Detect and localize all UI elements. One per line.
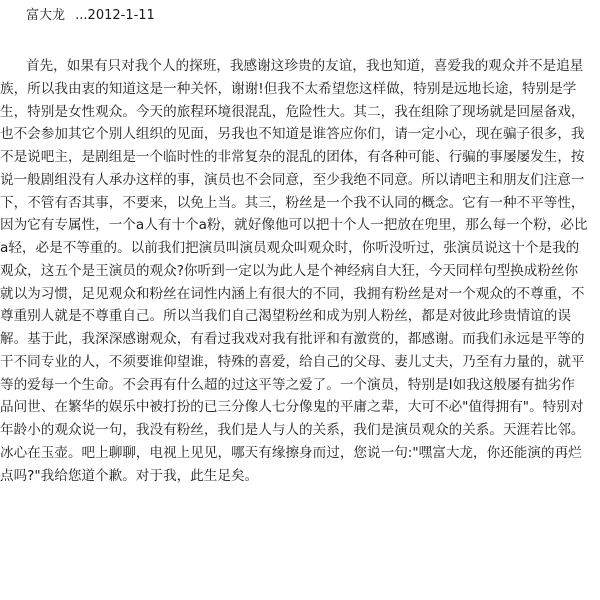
post-date: ...2012-1-11 bbox=[75, 8, 155, 23]
text-line: 就以为习惯，足见观众和粉丝在词性内涵上有很大的不同，我拥有粉丝是对一个观众的不尊重，不 bbox=[0, 285, 585, 302]
text-line: 尊重别人就是不尊重自己。所以当我们自己渴望粉丝和成为别人粉丝，都是对彼此珍贵情谊的误 bbox=[0, 308, 571, 325]
post-author: 富大龙 bbox=[26, 8, 66, 23]
text-line: 首先，如果有只对我个人的探班，我感谢这珍贵的友谊，我也知道，喜爱我的观众并不是追星 bbox=[26, 58, 584, 74]
text-line: 观众，这五个是王演员的观众?你听到一定以为此人是个神经病自大狂，今天同样句型换成粉丝你 bbox=[0, 262, 579, 279]
text-line: 不是说吧主，是剧组是一个临时性的非常复杂的混乱的团体，有各种可能、行骗的事屡屡发生，按 bbox=[0, 149, 585, 165]
post-body bbox=[0, 55, 600, 487]
text-line: 族，所以我由衷的知道这是一种关怀，谢谢!但我不太希望您这样做，特别是远地长途，特别是学 bbox=[0, 80, 577, 97]
text-line: 下，不管有否其事，不要来，以免上当。其三，粉丝是一个我不认同的概念。它有一种不平等性， bbox=[0, 194, 585, 211]
text-line: 点吗?"我给您道个歉。对于我，此生足矣。 bbox=[0, 467, 259, 484]
text-line: 冰心在玉壶。吧上聊聊，电视上见见，哪天有缘擦身而过，您说一句:"嘿富大龙，你还能演的再烂 bbox=[0, 444, 582, 461]
text-line: a轻，必是不等重的。以前我们把演员叫演员观众叫观众时，你听没听过，张演员说这十个是我的 bbox=[0, 240, 580, 256]
text-line: 说一般剧组没有人承办这样的事，演员也不会同意，至少我绝不同意。所以请吧主和朋友们注意一 bbox=[0, 171, 585, 188]
text-line: 因为它有专属性，一个a人有十个a粉，就好像他可以把十个人一把放在兜里，那么每一个粉，必比 bbox=[0, 217, 588, 234]
text-line: 等的爱每一个生命。不会再有什么超的过这平等之爱了。一个演员，特别是I如我这般屡有拙劣作 bbox=[0, 376, 575, 393]
post-header bbox=[26, 6, 155, 26]
text-line: 也不会参加其它个别人组织的见面，另我也不知道是谁答应你们，请一定小心，现在骗子很多，我 bbox=[0, 126, 585, 143]
text-line: 解。基于此，我深深感谢观众，有看过我戏对我有批评和有激赏的，都感谢。而我们永远是平等的 bbox=[0, 331, 585, 347]
text-line: 品问世、在繁华的娱乐中被打扮的已三分像人七分像鬼的平庸之辈，大可不必"值得拥有"。特别对 bbox=[0, 399, 584, 416]
text-line: 干不同专业的人，不须要谁仰望谁，特殊的喜爱，给自己的父母、妻儿丈夫，乃至有力量的，就平 bbox=[0, 353, 585, 370]
text-line: 生，特别是女性观众。今天的旅程环境很混乱，危险性大。其二，我在组除了现场就是回屋备戏， bbox=[0, 103, 585, 120]
text-line: 年龄小的观众说一句，我没有粉丝，我们是人与人的关系，我们是演员观众的关系。天涯若比邻。 bbox=[0, 422, 585, 438]
